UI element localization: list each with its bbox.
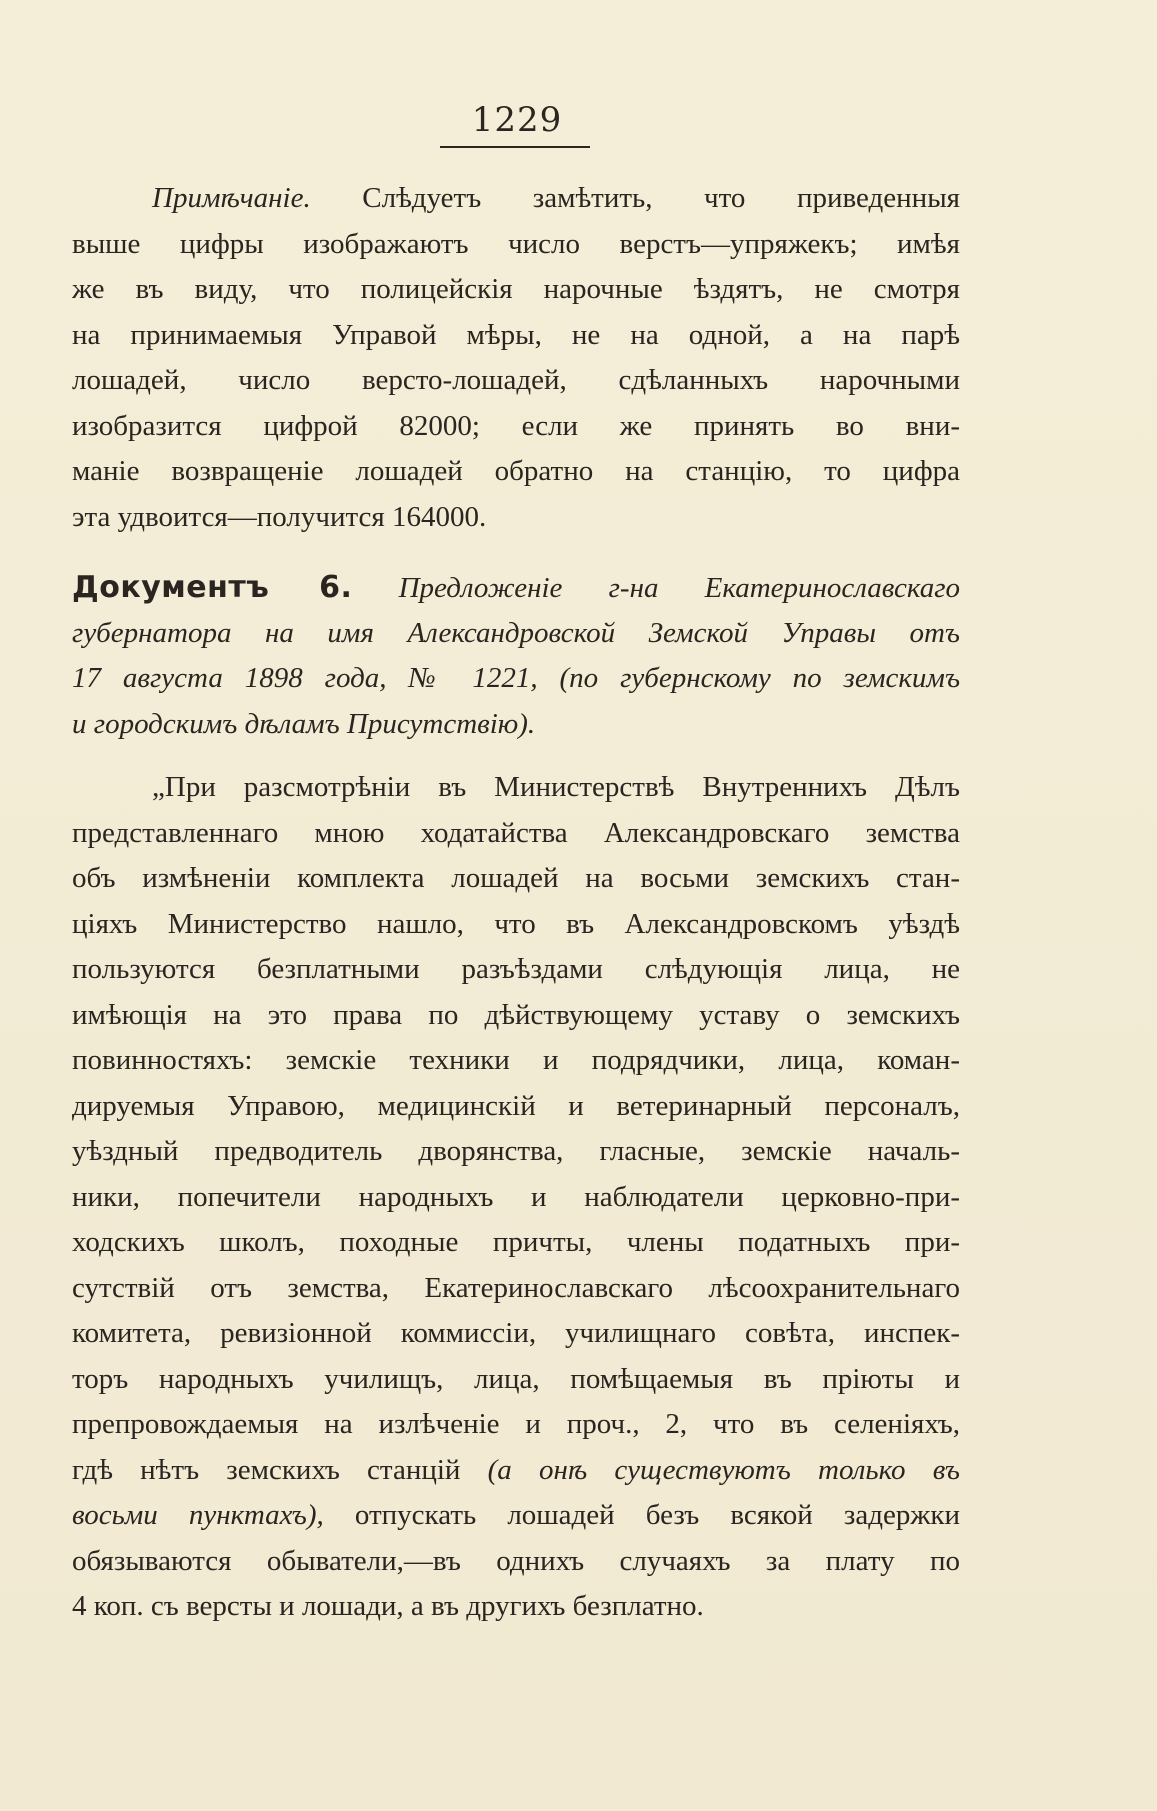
body-line: объ измѣненіи комплекта лошадей на восьми земскихъ стан- (72, 862, 960, 894)
body-section (72, 765, 960, 1630)
note-line (72, 176, 960, 222)
document-title-text: Предложеніе г-на Екатеринославскаго (398, 572, 960, 604)
note-line: на принимаемыя Управой мѣры, не на одной, а на парѣ (72, 318, 960, 351)
body-line-italic: (а онѣ существуютъ только въ (487, 1453, 960, 1486)
body-line: препровождаемыя на излѣченіе и проч., 2, что въ селеніяхъ, (72, 1408, 960, 1440)
body-line: представленнаго мною ходатайства Александровскаго земства (72, 816, 960, 849)
body-line: ходскихъ школъ, походные причты, члены податныхъ при- (72, 1226, 960, 1258)
body-line-italic: восьми пунктахъ), (72, 1499, 324, 1531)
page-number-rule (440, 146, 590, 148)
body-line: 4 коп. съ версты и лошади, а въ другихъ безплатно. (72, 1590, 704, 1622)
body-line: пользуются безплатными разъѣздами слѣдующія лица, не (72, 953, 960, 985)
body-line: ціяхъ Министерство нашло, что въ Александровскомъ уѣздѣ (72, 907, 960, 940)
note-section (72, 176, 960, 540)
body-line: ники, попечители народныхъ и наблюдатели церковно-при- (72, 1180, 960, 1213)
body-line: имѣющія на это права по дѣйствующему уставу о земскихъ (72, 998, 960, 1031)
body-line: уѣздный предводитель дворянства, гласные, земскіе началь- (72, 1135, 960, 1167)
body-line: обязываются обыватели,—въ однихъ случаяхъ за плату по (72, 1544, 960, 1577)
body-line (72, 1448, 960, 1494)
note-label: Примѣчаніе. (152, 182, 311, 214)
body-line (72, 1493, 960, 1539)
body-line: повинностяхъ: земскіе техники и подрядчики, лица, коман- (72, 1044, 960, 1076)
document-title-line (72, 565, 960, 611)
body-line: комитета, ревизіонной коммиссіи, училищнаго совѣта, инспек- (72, 1317, 960, 1349)
document-heading: Документъ 6. (72, 570, 353, 605)
note-line: же въ виду, что полицейскія нарочные ѣздятъ, не смотря (72, 273, 960, 305)
document-title-line: губернатора на имя Александровской Земской Управы отъ (72, 616, 960, 649)
body-line-text: отпускать лошадей безъ всякой задержки (354, 1499, 960, 1531)
body-line: торъ народныхъ училищъ, лица, помѣщаемыя въ пріюты и (72, 1362, 960, 1395)
note-line: маніе возвращеніе лошадей обратно на станцію, то цифра (72, 455, 960, 487)
note-line: лошадей, число версто-лошадей, сдѣланныхъ нарочными (72, 364, 960, 396)
note-line: изобразится цифрой 82000; если же принять во вни- (72, 409, 960, 442)
page-number: 1229 (471, 100, 563, 140)
note-line: выше цифры изображаютъ число верстъ—упряжекъ; имѣя (72, 227, 960, 260)
note-line-text: Слѣдуетъ замѣтить, что приведенныя (362, 182, 960, 214)
note-line: эта удвоится—получится 164000. (72, 500, 487, 533)
body-line: сутствій отъ земства, Екатеринославскаго лѣсоохранительнаго (72, 1271, 960, 1304)
body-line: дируемыя Управою, медицинскій и ветеринарный персоналъ, (72, 1089, 960, 1122)
body-line-text: гдѣ нѣтъ земскихъ станцій (72, 1453, 461, 1486)
body-line: „При разсмотрѣніи въ Министерствѣ Внутреннихъ Дѣлъ (152, 771, 960, 803)
document-title-section (72, 565, 960, 747)
document-title-line: 17 августа 1898 года, № 1221, (по губернскому по земскимъ (72, 662, 960, 694)
document-title-line: и городскимъ дѣламъ Присутствію). (72, 707, 536, 740)
